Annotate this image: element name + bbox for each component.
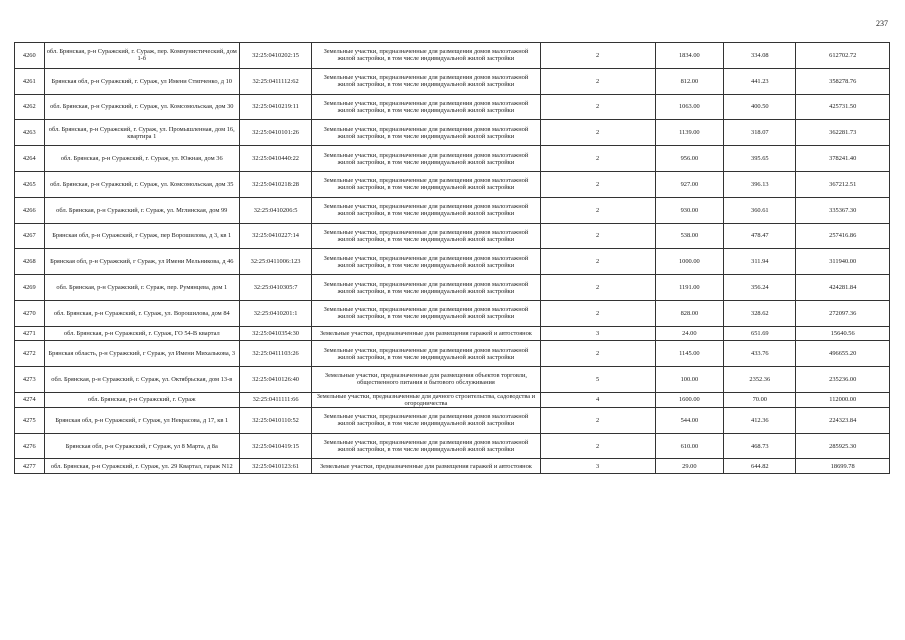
cadastral-number-cell: 32:25:0410218:28 [239,171,311,197]
table-row [15,171,890,197]
cadastral-number-cell: 32:25:0411112:62 [239,68,311,94]
cadastral-value-cell: 425731.50 [796,94,890,120]
row-number-cell: 4270 [15,300,45,326]
group-cell: 2 [540,223,655,249]
group-cell: 2 [540,146,655,172]
specific-value-cell: 360.61 [724,197,796,223]
address-cell: Брянская обл, р-н Суражский, г Сураж, пер Ворошилова, д 3, кв 1 [44,223,239,249]
land-use-cell: Земельные участки, предназначенные для размещения домов малоэтажной жилой застройки, в том числе индивидуальной жилой застройки [312,275,541,301]
group-cell: 2 [540,171,655,197]
specific-value-cell: 328.62 [724,300,796,326]
group-cell: 2 [540,407,655,433]
specific-value-cell: 334.08 [724,43,796,69]
group-cell: 2 [540,433,655,459]
table-row [15,392,890,407]
area-cell: 544.00 [655,407,724,433]
area-cell: 1000.00 [655,249,724,275]
land-use-cell: Земельные участки, предназначенные для размещения домов малоэтажной жилой застройки, в том числе индивидуальной жилой застройки [312,300,541,326]
address-cell: обл. Брянская, р-н Суражский, г. Сураж, ул. Промышленная, дом 16, квартира 1 [44,120,239,146]
group-cell: 2 [540,120,655,146]
area-cell: 1191.00 [655,275,724,301]
table-row [15,68,890,94]
row-number-cell: 4276 [15,433,45,459]
specific-value-cell: 478.47 [724,223,796,249]
specific-value-cell: 468.73 [724,433,796,459]
land-use-cell: Земельные участки, предназначенные для размещения домов малоэтажной жилой застройки, в том числе индивидуальной жилой застройки [312,94,541,120]
row-number-cell: 4273 [15,367,45,393]
area-cell: 1063.00 [655,94,724,120]
group-cell: 2 [540,43,655,69]
row-number-cell: 4267 [15,223,45,249]
cadastral-number-cell: 32:25:0410440:22 [239,146,311,172]
address-cell: Брянская обл, р-н Суражский, г Сураж, ул 8 Марта, д 8а [44,433,239,459]
row-number-cell: 4268 [15,249,45,275]
table-row [15,275,890,301]
cadastral-number-cell: 32:25:0410110:52 [239,407,311,433]
cadastral-value-cell: 285925.30 [796,433,890,459]
area-cell: 1145.00 [655,341,724,367]
row-number-cell: 4261 [15,68,45,94]
area-cell: 1139.00 [655,120,724,146]
land-use-cell: Земельные участки, предназначенные для размещения домов малоэтажной жилой застройки, в том числе индивидуальной жилой застройки [312,407,541,433]
row-number-cell: 4275 [15,407,45,433]
group-cell: 2 [540,300,655,326]
address-cell: обл. Брянская, р-н Суражский, г. Сураж, ул. Комсомольская, дом 35 [44,171,239,197]
table-row [15,367,890,393]
cadastral-value-cell: 612702.72 [796,43,890,69]
cadastral-number-cell: 32:25:0410201:1 [239,300,311,326]
cadastral-number-cell: 32:25:0411111:66 [239,392,311,407]
address-cell: обл. Брянская, р-н Суражский, г. Сураж, пер. Румянцева, дом 1 [44,275,239,301]
row-number-cell: 4264 [15,146,45,172]
cadastral-number-cell: 32:25:0410219:11 [239,94,311,120]
row-number-cell: 4266 [15,197,45,223]
address-cell: Брянская область, р-н Суражский, г Сураж, ул Имени Михалькова, 3 [44,341,239,367]
address-cell: обл. Брянская, р-н Суражский, г. Сураж, ул. Мглинская, дом 99 [44,197,239,223]
address-cell: обл. Брянская, р-н Суражский, г. Сураж, ул. Октябрьская, дом 13-в [44,367,239,393]
address-cell: обл. Брянская, р-н Суражский, г. Сураж, ул. Ворошилова, дом 84 [44,300,239,326]
area-cell: 538.00 [655,223,724,249]
row-number-cell: 4274 [15,392,45,407]
cadastral-number-cell: 32:25:0410101:26 [239,120,311,146]
table-row [15,120,890,146]
address-cell: обл. Брянская, р-н Суражский, г. Сураж, ул. Южная, дом 36 [44,146,239,172]
cadastral-number-cell: 32:25:0411006:123 [239,249,311,275]
specific-value-cell: 441.23 [724,68,796,94]
address-cell: Брянская обл, р-н Суражский, г Сураж, ул Имени Мельникова, д 46 [44,249,239,275]
table-row [15,249,890,275]
area-cell: 24.00 [655,326,724,341]
cadastral-value-cell: 112000.00 [796,392,890,407]
specific-value-cell: 651.69 [724,326,796,341]
cadastral-value-cell: 424281.84 [796,275,890,301]
specific-value-cell: 644.82 [724,459,796,474]
specific-value-cell: 2352.36 [724,367,796,393]
area-cell: 1834.00 [655,43,724,69]
cadastral-number-cell: 32:25:0410206:5 [239,197,311,223]
address-cell: Брянская обл, р-н Суражский, г. Сураж, ул Имени Стипченко, д 10 [44,68,239,94]
address-cell: обл. Брянская, р-н Суражский, г. Сураж, ул. Комсомольская, дом 30 [44,94,239,120]
cadastral-value-cell: 272097.36 [796,300,890,326]
land-use-cell: Земельные участки, предназначенные для размещения домов малоэтажной жилой застройки, в том числе индивидуальной жилой застройки [312,171,541,197]
page-number: 237 [876,19,888,28]
land-use-cell: Земельные участки, предназначенные для размещения домов малоэтажной жилой застройки, в том числе индивидуальной жилой застройки [312,68,541,94]
land-use-cell: Земельные участки, предназначенные для дачного строительства, садоводства и огородничества [312,392,541,407]
table-row [15,43,890,69]
row-number-cell: 4265 [15,171,45,197]
group-cell: 3 [540,326,655,341]
row-number-cell: 4260 [15,43,45,69]
cadastral-value-cell: 235236.00 [796,367,890,393]
table-row [15,223,890,249]
table-row [15,94,890,120]
group-cell: 2 [540,275,655,301]
cadastral-number-cell: 32:25:0410227:14 [239,223,311,249]
area-cell: 1600.00 [655,392,724,407]
land-use-cell: Земельные участки, предназначенные для размещения домов малоэтажной жилой застройки, в том числе индивидуальной жилой застройки [312,433,541,459]
cadastral-value-cell: 18699.78 [796,459,890,474]
cadastral-number-cell: 32:25:0410354:30 [239,326,311,341]
table-row [15,459,890,474]
group-cell: 2 [540,341,655,367]
specific-value-cell: 318.07 [724,120,796,146]
table-row [15,197,890,223]
table-row [15,433,890,459]
area-cell: 812.00 [655,68,724,94]
specific-value-cell: 412.36 [724,407,796,433]
cadastral-value-cell: 378241.40 [796,146,890,172]
specific-value-cell: 311.94 [724,249,796,275]
land-use-cell: Земельные участки, предназначенные для размещения домов малоэтажной жилой застройки, в том числе индивидуальной жилой застройки [312,249,541,275]
cadastral-number-cell: 32:25:0410419:15 [239,433,311,459]
land-use-cell: Земельные участки, предназначенные для размещения гаражей и автостоянок [312,459,541,474]
cadastral-number-cell: 32:25:0410126:40 [239,367,311,393]
specific-value-cell: 356.24 [724,275,796,301]
group-cell: 2 [540,68,655,94]
area-cell: 828.00 [655,300,724,326]
group-cell: 4 [540,392,655,407]
area-cell: 927.00 [655,171,724,197]
cadastral-number-cell: 32:25:0411103:26 [239,341,311,367]
area-cell: 100.00 [655,367,724,393]
row-number-cell: 4263 [15,120,45,146]
table-row [15,407,890,433]
table-row [15,146,890,172]
address-cell: Брянская обл, р-н Суражский, г Сураж, ул Некрасова, д 17, кв 1 [44,407,239,433]
cadastral-value-cell: 367212.51 [796,171,890,197]
specific-value-cell: 70.00 [724,392,796,407]
table-row [15,326,890,341]
table-body [15,43,890,474]
cadastral-value-cell: 335367.30 [796,197,890,223]
row-number-cell: 4272 [15,341,45,367]
specific-value-cell: 395.65 [724,146,796,172]
area-cell: 29.00 [655,459,724,474]
land-use-cell: Земельные участки, предназначенные для размещения домов малоэтажной жилой застройки, в том числе индивидуальной жилой застройки [312,223,541,249]
cadastral-value-cell: 15640.56 [796,326,890,341]
table-row [15,341,890,367]
land-use-cell: Земельные участки, предназначенные для размещения объектов торговли, общественного питания и бытового обслуживания [312,367,541,393]
address-cell: обл. Брянская, р-н Суражский, г. Сураж, ГО 54-В квартал [44,326,239,341]
row-number-cell: 4277 [15,459,45,474]
specific-value-cell: 400.50 [724,94,796,120]
land-use-cell: Земельные участки, предназначенные для размещения домов малоэтажной жилой застройки, в том числе индивидуальной жилой застройки [312,120,541,146]
land-use-cell: Земельные участки, предназначенные для размещения домов малоэтажной жилой застройки, в том числе индивидуальной жилой застройки [312,341,541,367]
row-number-cell: 4269 [15,275,45,301]
cadastral-number-cell: 32:25:0410202:15 [239,43,311,69]
area-cell: 930.00 [655,197,724,223]
specific-value-cell: 396.13 [724,171,796,197]
cadastral-value-table [14,42,890,474]
address-cell: обл. Брянская, р-н Суражский, г. Сураж [44,392,239,407]
specific-value-cell: 433.76 [724,341,796,367]
cadastral-value-cell: 496655.20 [796,341,890,367]
address-cell: обл. Брянская, р-н Суражский, г. Сураж, ул. 29 Квартал, гараж N12 [44,459,239,474]
address-cell: обл. Брянская, р-н Суражский, г. Сураж, пер. Коммунистический, дом 1-б [44,43,239,69]
land-use-cell: Земельные участки, предназначенные для размещения гаражей и автостоянок [312,326,541,341]
cadastral-value-cell: 311940.00 [796,249,890,275]
cadastral-number-cell: 32:25:0410123:61 [239,459,311,474]
cadastral-value-cell: 358278.76 [796,68,890,94]
cadastral-value-cell: 362281.73 [796,120,890,146]
area-cell: 610.00 [655,433,724,459]
group-cell: 5 [540,367,655,393]
cadastral-value-cell: 224323.84 [796,407,890,433]
group-cell: 3 [540,459,655,474]
row-number-cell: 4262 [15,94,45,120]
group-cell: 2 [540,249,655,275]
cadastral-value-cell: 257416.86 [796,223,890,249]
land-use-cell: Земельные участки, предназначенные для размещения домов малоэтажной жилой застройки, в том числе индивидуальной жилой застройки [312,43,541,69]
row-number-cell: 4271 [15,326,45,341]
area-cell: 956.00 [655,146,724,172]
land-use-cell: Земельные участки, предназначенные для размещения домов малоэтажной жилой застройки, в том числе индивидуальной жилой застройки [312,197,541,223]
group-cell: 2 [540,94,655,120]
table-row [15,300,890,326]
cadastral-number-cell: 32:25:0410305:7 [239,275,311,301]
group-cell: 2 [540,197,655,223]
land-use-cell: Земельные участки, предназначенные для размещения домов малоэтажной жилой застройки, в том числе индивидуальной жилой застройки [312,146,541,172]
